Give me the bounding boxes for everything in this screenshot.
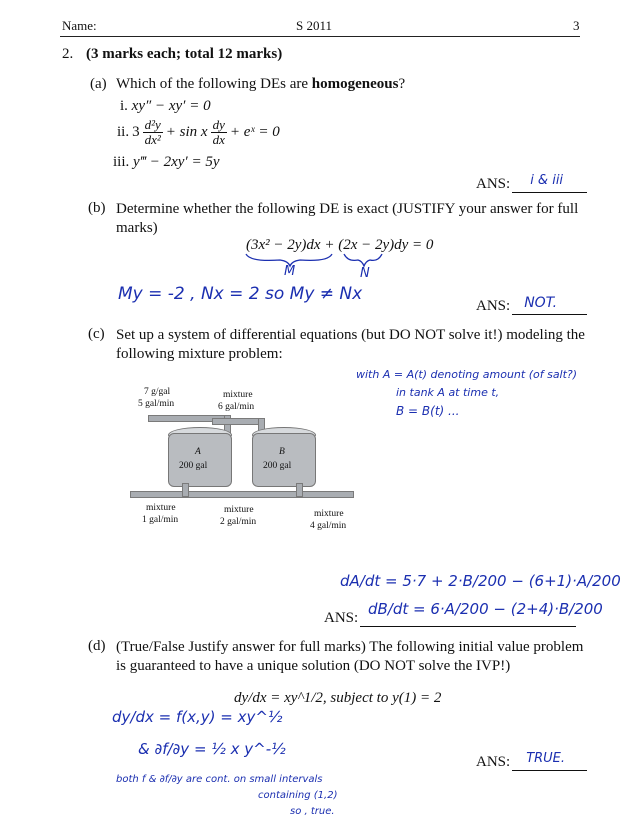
part-c-hand-eq2: dB/dt = 6·A/200 − (2+4)·B/200 [368, 600, 603, 618]
fig-out2-mix: mixture [314, 509, 344, 519]
part-b-hand-N: N [360, 266, 370, 281]
part-d-hand-3: both f & ∂f/∂y are cont. on small intervals [116, 774, 323, 785]
fig-tank-b-vol: 200 gal [263, 461, 292, 471]
fig-out1-rate: 1 gal/min [142, 515, 179, 525]
part-c-label: (c) [88, 326, 105, 342]
part-b-hand-M: M [284, 264, 296, 279]
part-b-hand-work: My = -2 , Nx = 2 so My ≠ Nx [118, 284, 363, 304]
part-a-item-i [120, 98, 211, 115]
part-b-label: (b) [88, 200, 106, 216]
part-b-prompt: Determine whether the following DE is exact (JUSTIFY your answer for full marks) [116, 201, 579, 236]
part-d-label: (d) [88, 638, 106, 654]
item-iii-label: iii. [113, 154, 130, 170]
part-a-item-iii [113, 154, 219, 171]
fig-b-out [296, 483, 303, 497]
item-ii-mid: + sin x [165, 124, 208, 140]
part-d-ans-handwritten: TRUE. [526, 751, 566, 766]
part-d-hand-1: dy/dx = f(x,y) = xy^½ [112, 708, 283, 726]
part-a-prompt [116, 76, 405, 93]
item-ii-end: + eˣ = 0 [229, 124, 280, 140]
part-a-prompt-bold: homogeneous [311, 76, 399, 92]
part-c-hand-note-1: with A = A(t) denoting amount (of salt?) [356, 368, 578, 381]
part-a-prompt-end: ? [398, 76, 406, 92]
part-a-answer [476, 173, 587, 193]
part-d-ans-label: ANS: [476, 754, 511, 770]
part-d-prompt: (True/False Justify answer for full marks) The following initial value problem is guaranteed to have a unique solution (DO NOT solve the IVP!) [116, 639, 584, 674]
fig-bottom-pipe [130, 491, 354, 498]
item-ii-frac1-den: dx² [144, 132, 161, 147]
item-iii-equation: y‴ − 2xy′ = 5y [133, 154, 220, 170]
header-rule [60, 36, 580, 37]
part-b-ans-label: ANS: [476, 298, 511, 314]
item-ii-frac2-den: dx [212, 132, 225, 147]
fig-tank-b-name: B [279, 447, 285, 457]
part-c-hand-eq1: dA/dt = 5·7 + 2·B/200 − (6+1)·A/200 [340, 572, 621, 590]
part-c-ans-line [360, 611, 576, 627]
item-ii-frac1-num: d²y [144, 117, 161, 132]
part-a-item-ii [117, 118, 280, 147]
item-i-label: i. [120, 98, 128, 114]
part-c-prompt: Set up a system of differential equations (but DO NOT solve it!) modeling the following mixture problem: [116, 327, 585, 362]
part-b-ans-handwritten: NOT. [524, 295, 558, 311]
header-name-label: Name: [62, 18, 97, 33]
fig-a-out [182, 483, 189, 497]
fig-top-mix: mixture [223, 390, 253, 400]
part-b-equation: (3x² − 2y)dx + (2x − 2y)dy = 0 [246, 237, 434, 253]
part-d-hand-4: containing (1,2) [258, 790, 338, 801]
part-a-ans-line [512, 173, 587, 193]
fig-tank-a-vol: 200 gal [179, 461, 208, 471]
item-i-equation: xy″ − xy′ = 0 [131, 98, 211, 114]
header-term: S 2011 [296, 18, 332, 33]
mixture-diagram [120, 385, 360, 535]
part-d-equation: dy/dx = xy^1/2, subject to y(1) = 2 [234, 690, 442, 706]
question-title: (3 marks each; total 12 marks) [86, 46, 283, 62]
question-number: 2. [62, 46, 74, 62]
part-d-hand-2: & ∂f/∂y = ½ x y^-½ [138, 740, 286, 758]
part-d-ans-line [512, 751, 587, 771]
fig-tank-a [168, 433, 232, 487]
fig-in-rate: 5 gal/min [138, 399, 175, 409]
item-ii-label: ii. [117, 124, 130, 140]
fig-out1-mix: mixture [146, 503, 176, 513]
part-c-ans-label: ANS: [324, 610, 359, 626]
fig-tank-a-name: A [195, 447, 201, 457]
header-page-number: 3 [573, 18, 580, 33]
fig-in-conc: 7 g/gal [144, 387, 171, 397]
part-b-ans-line [512, 295, 587, 315]
part-b-answer [476, 295, 587, 315]
part-a-ans-label: ANS: [476, 176, 511, 192]
part-c-hand-note-3: B = B(t) ... [396, 404, 460, 418]
fig-tank-b [252, 433, 316, 487]
fig-mid-mix: mixture [224, 505, 254, 515]
item-ii-frac1 [143, 118, 163, 147]
part-c-hand-note-2: in tank A at time t, [396, 386, 500, 399]
fig-top-pipe [212, 418, 264, 425]
item-ii-frac2 [211, 118, 227, 147]
part-a-prompt-text: Which of the following DEs are [116, 76, 312, 92]
fig-out2-rate: 4 gal/min [310, 521, 347, 531]
item-ii-coef: 3 [132, 124, 140, 140]
item-ii-frac2-num: dy [212, 117, 225, 132]
part-d-answer [476, 751, 587, 771]
part-a-ans-handwritten: i & iii [530, 173, 564, 188]
part-a-label: (a) [90, 76, 107, 92]
part-c-answer [324, 610, 576, 627]
fig-top-rate: 6 gal/min [218, 402, 255, 412]
part-d-hand-5: so , true. [290, 806, 335, 817]
fig-mid-rate: 2 gal/min [220, 517, 257, 527]
